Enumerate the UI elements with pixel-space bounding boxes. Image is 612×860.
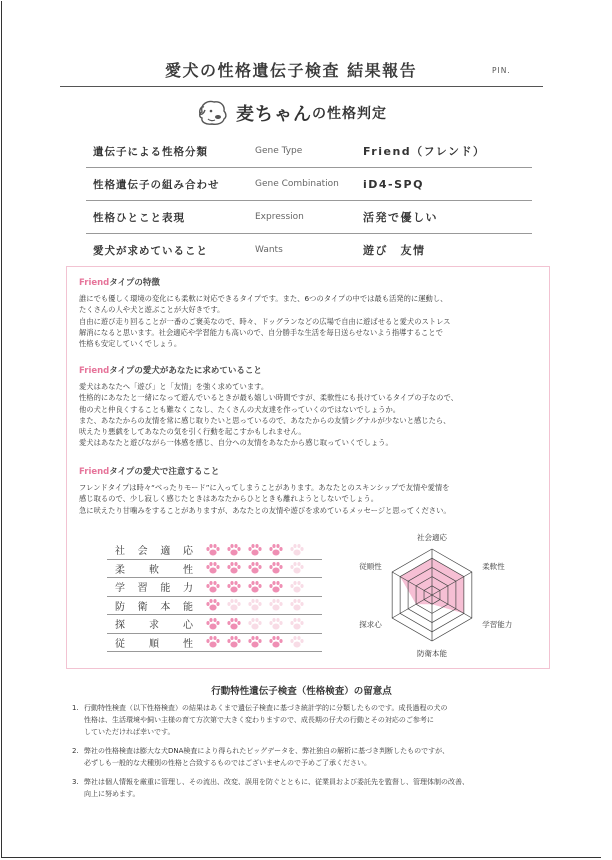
paragraph-line: 急に吠えたり甘噛みをすることがありますが、あなたとの友情や遊びを求めているメッセージと思ってください。: [79, 505, 451, 515]
trait-row: [107, 597, 322, 616]
info-value: Friend（フレンド）: [363, 145, 486, 158]
paw-icon: [289, 617, 305, 631]
paw-icon: [247, 543, 263, 557]
notes-title: 行動特性遺伝子検査（性格検査）の留意点: [211, 686, 392, 697]
paragraph-line: 性格的にあなたと一緒になって遊んでいるときが最も嬉しい時間ですが、柔軟性にも長けているタイプの子なので、: [79, 393, 458, 403]
trait-name: 探 求 心: [115, 620, 193, 632]
radar-chart: [337, 525, 527, 665]
paw-icon: [289, 561, 305, 575]
section-heading-type: Friend: [79, 366, 110, 376]
paragraph-line: 性格も安定していくでしょう。: [79, 339, 182, 349]
paw-icon: [268, 617, 284, 631]
paw-rating: [205, 580, 305, 594]
section-heading-text: タイプの愛犬があなたに求めていること: [109, 366, 262, 376]
paw-icon: [226, 635, 242, 649]
paw-icon: [226, 617, 242, 631]
note-line: していただければ幸いです。: [84, 728, 175, 736]
dog-icon: [196, 98, 230, 128]
trait-row: [107, 560, 322, 579]
paragraph-line: 解消になると思います。社会適応や学習能力も高いので、自分勝手な生活を毎日送らせないよう指導することで: [79, 327, 443, 337]
paw-icon: [268, 561, 284, 575]
paragraph-line: 感じ取るので、少し寂しく感じたときはあなたからひとときも離れようとしないでしょう。: [79, 494, 379, 504]
paw-icon: [205, 580, 221, 594]
paw-icon: [289, 598, 305, 612]
paw-icon: [268, 580, 284, 594]
paw-icon: [226, 561, 242, 575]
dog-name-suffix: の性格判定: [312, 106, 387, 122]
section-paragraph-cautions: [79, 482, 541, 516]
paw-rating: [205, 561, 305, 575]
paragraph-line: 愛犬はあなたと遊びながら一体感を感じ、自分への友情をあなたから感じ取っていくでしょう。: [79, 438, 393, 448]
trait-name: 従 順 性: [115, 638, 193, 650]
info-row-wants: [86, 234, 532, 266]
paragraph-line: また、あなたからの友情を常に感じ取りたいと思っているので、あなたからの友情シグナルが少ないと感じたら、: [79, 415, 451, 425]
info-label-en: Gene Combination: [255, 179, 339, 189]
info-label-en: Expression: [255, 212, 304, 222]
paw-icon: [268, 543, 284, 557]
info-value: iD4-SPQ: [363, 177, 424, 191]
note-item: [72, 702, 548, 738]
section-heading-type: Friend: [79, 467, 110, 477]
note-line: 弊社は個人情報を厳重に管理し、その流出、改変、誤用を防ぐとともに、従業員および委託先を監督し、管理体制の改善、: [84, 778, 469, 786]
paw-rating: [205, 543, 305, 557]
info-row-gene-combination: [86, 168, 532, 201]
trait-row: [107, 615, 322, 634]
note-line: 向上に努めます。: [84, 790, 140, 798]
trait-name: 柔 軟 性: [115, 564, 193, 576]
section-heading-cautions: [79, 465, 219, 477]
info-label: 遺伝子による性格分類: [93, 145, 208, 158]
trait-row: [107, 578, 322, 597]
note-number: 1.: [72, 704, 79, 712]
paw-icon: [205, 617, 221, 631]
header-divider: [60, 86, 543, 87]
paw-rating: [205, 617, 305, 631]
paw-icon: [226, 580, 242, 594]
paragraph-line: 吠えたり悪戯をしてあなたの気を引く行動を起こすかもしれません。: [79, 427, 306, 437]
personality-detail-box: [66, 266, 550, 669]
paw-icon: [205, 543, 221, 557]
paw-icon: [247, 617, 263, 631]
paw-icon: [205, 635, 221, 649]
gene-info-table: [86, 135, 532, 266]
radar-axis-label: 学習能力: [482, 620, 513, 629]
paw-rating: [205, 635, 305, 649]
paw-icon: [289, 580, 305, 594]
dog-name-heading: [196, 97, 387, 129]
section-paragraph-features: [79, 293, 541, 349]
info-label-en: Wants: [255, 245, 283, 255]
paw-rating: [205, 598, 305, 612]
report-header: [2, 56, 601, 90]
radar-axis-label: 防衛本能: [417, 649, 447, 658]
dog-name: 麦ちゃん: [236, 104, 312, 125]
trait-row: [107, 634, 322, 653]
paw-icon: [289, 543, 305, 557]
info-row-expression: [86, 201, 532, 234]
info-row-gene-type: [86, 135, 532, 168]
section-heading-features: [79, 276, 160, 288]
paw-icon: [247, 635, 263, 649]
note-line: 弊社の性格検査は膨大な犬DNA検査により得られたビッグデータを、弊社独自の解析に基づき判断したものですが、: [84, 747, 450, 755]
paragraph-line: たくさんの人や犬と遊ぶことが大好きです。: [79, 305, 225, 315]
section-heading-text: タイプの特徴: [109, 278, 160, 288]
trait-name: 社 会 適 応: [115, 546, 193, 558]
section-paragraph-wants: [79, 381, 541, 449]
paw-icon: [247, 580, 263, 594]
paw-icon: [226, 543, 242, 557]
note-line: 必ずしも一般的な犬種別の性格と合致するものではございませんので予めご了承ください。: [84, 759, 371, 767]
info-label: 愛犬が求めていること: [93, 244, 208, 257]
pin-label: PIN.: [492, 66, 511, 75]
note-line: 行動特性検査（以下性格検査）の結果はあくまで遺伝子検査に基づき統計学的に分類したものです。成長過程の犬の: [84, 704, 448, 712]
section-heading-text: タイプの愛犬で注意すること: [109, 467, 220, 477]
trait-name: 防 衛 本 能: [115, 601, 193, 613]
report-page: [1, 1, 601, 858]
paw-icon: [247, 561, 263, 575]
note-number: 2.: [72, 747, 79, 755]
note-number: 3.: [72, 778, 79, 786]
section-heading-type: Friend: [79, 278, 110, 288]
report-title: 愛犬の性格遺伝子検査 結果報告: [165, 61, 418, 80]
paragraph-line: 他の犬と仲良くすることも難なくこなし、たくさんの犬友達を作っていくのではないでしょうか。: [79, 404, 401, 414]
radar-axis-label: 柔軟性: [482, 562, 505, 571]
radar-axis-label: 探求心: [359, 620, 382, 629]
info-value: 活発で優しい: [363, 211, 438, 224]
paw-icon: [268, 598, 284, 612]
info-label-en: Gene Type: [255, 146, 303, 156]
paragraph-line: 自由に遊び走り回ることが一番のご褒美なので、時々、ドッグランなどの広場で自由に遊ばせると愛犬のストレス: [79, 316, 451, 326]
paw-icon: [205, 598, 221, 612]
note-item: [72, 776, 548, 800]
note-line: 性格は、生活環境や飼い主様の育て方次第で大きく変わりますので、成長期の仔犬の行動とその対応のご参考に: [84, 716, 434, 724]
paragraph-line: フレンドタイプは時々“べったりモード”に入ってしまうことがあります。あなたとのスキンシップで友情や愛情を: [79, 483, 450, 492]
radar-axis-label: 社会適応: [417, 533, 447, 542]
info-label: 性格遺伝子の組み合わせ: [93, 178, 220, 191]
paw-icon: [247, 598, 263, 612]
note-item: [72, 745, 548, 769]
paw-icon: [289, 635, 305, 649]
paragraph-line: 愛犬はあなたへ「遊び」と「友情」を強く求めています。: [79, 382, 269, 391]
paw-icon: [205, 561, 221, 575]
info-label: 性格ひとこと表現: [93, 211, 185, 224]
paragraph-line: 誰にでも優しく環境の変化にも柔軟に対応できるタイプです。また、6つのタイプの中では最も活発的に運動し、: [79, 294, 448, 303]
paw-icon: [226, 598, 242, 612]
radar-axis-label: 従順性: [359, 562, 382, 571]
trait-row: [107, 541, 322, 560]
notes-list: [72, 702, 548, 807]
trait-name: 学 習 能 力: [115, 583, 193, 595]
section-heading-wants: [79, 364, 262, 376]
trait-score-table: [107, 541, 322, 652]
info-value: 遊び 友情: [363, 244, 426, 257]
radar-spoke: [392, 595, 432, 618]
paw-icon: [268, 635, 284, 649]
